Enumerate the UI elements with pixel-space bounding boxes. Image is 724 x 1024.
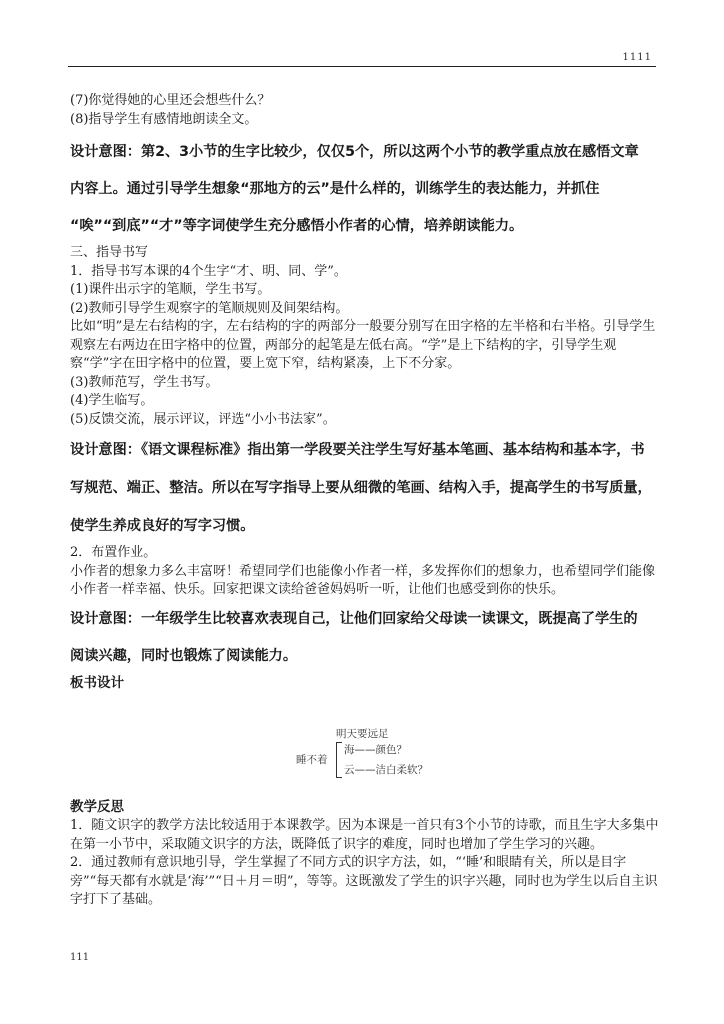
- design-intent-1: [70, 143, 660, 236]
- footer-page-number: 111: [70, 952, 90, 963]
- homework-paragraph: 小作者的想象力多么丰富呀！希望同学们也能像小作者一样，多发挥你们的想象力，也希望同学们能像小作者一样幸福、快乐。回家把课文读给爸爸妈妈听一听，让他们也感受到你的快乐。: [70, 563, 656, 597]
- section3-line: (1)课件出示字的笔顺，学生书写。: [70, 282, 271, 297]
- section3-line: (2)教师引导学生观察字的笔顺规则及间架结构。: [70, 300, 349, 316]
- design-intent-1-line: 设计意图：第2、3小节的生字比较少，仅仅5个，所以这两个小节的教学重点放在感悟文章: [70, 144, 639, 160]
- step-8: (8)指导学生有感情地朗读全文。: [70, 111, 258, 127]
- board-design-diagram: [296, 726, 466, 782]
- section3-line: (3)教师范写，学生书写。: [70, 374, 219, 390]
- section3-line: (5)反馈交流，展示评议，评选“小小书法家”。: [70, 411, 336, 427]
- reflection-section: [70, 798, 660, 910]
- step-7: (7)你觉得她的心里还会想些什么？: [70, 93, 271, 108]
- design-intent-2-line: 使学生养成良好的写字习惯。: [70, 518, 255, 534]
- design-intent-1-line: 内容上。通过引导学生想象“那地方的云”是什么样的，训练学生的表达能力，并抓住: [70, 181, 600, 197]
- design-intent-2-line: 设计意图：《语文课程标准》指出第一学段要关注学生写好基本笔画、基本结构和基本字，书: [70, 442, 645, 458]
- design-intent-3-line: 阅读兴趣，同时也锻炼了阅读能力。: [70, 647, 298, 664]
- header-rule: [68, 66, 656, 67]
- homework-title: 2．布置作业。: [70, 545, 157, 560]
- design-intent-2-line: 写规范、端正、整洁。所以在写字指导上要从细微的笔画、结构入手，提高学生的书写质量，: [70, 480, 652, 496]
- board-design-heading: 板书设计: [70, 674, 124, 691]
- reflection-heading: 教学反思: [70, 799, 124, 815]
- board-title: 明天要远足: [336, 728, 389, 740]
- section3-line: (4)学生临写。: [70, 393, 154, 408]
- board-row-sea: 海——颜色？: [344, 744, 407, 756]
- design-intent-3-line: 设计意图：一年级学生比较喜欢表现自己，让他们回家给父母读一读课文，既提高了学生的: [70, 610, 638, 627]
- section3-paragraph: 比如“明”是左右结构的字，左右结构的字的两部分一般要分别写在田字格的左半格和右半格。引导学生观察左右两边在田字格中的位置，两部分的起笔是左低右高。“学”是上下结构的字，引导学生观察“学”字在田字格中的位置，要上宽下窄，结构紧凑，上下不分家。: [70, 319, 656, 371]
- board-left-label: 睡不着: [296, 754, 328, 766]
- design-intent-1-line: “唉”“到底”“才”等字词使学生充分感悟小作者的心情，培养朗读能力。: [70, 218, 524, 234]
- reflection-paragraph-1: 1．随文识字的教学方法比较适用于本课教学。因为本课是一首只有3个小节的诗歌，而且生字大多集中在第一小节中，采取随文识字的方法，既降低了识字的难度，同时也增加了学生学习的兴趣。: [70, 818, 659, 852]
- board-row-cloud: 云——洁白柔软？: [344, 764, 428, 776]
- header-page-number: 1111: [622, 52, 652, 63]
- document-body: [70, 92, 660, 693]
- section3-title: 三、指导书写: [70, 245, 149, 260]
- design-intent-3: [70, 610, 660, 666]
- board-bracket: [336, 742, 342, 778]
- reflection-paragraph-2: 2．通过教师有意识地引导，学生掌握了不同方式的识字方法，如，“‘睡’和眼睛有关，所以是目字旁”“每天都有水就是‘海’”“日＋月＝明”，等等。这既激发了学生的识字兴趣，同时也为学生以后自主识字打下了基础。: [70, 855, 658, 907]
- design-intent-2: [70, 441, 660, 536]
- section3-line: 1．指导书写本课的4个生字“才、明、同、学”。: [70, 263, 347, 279]
